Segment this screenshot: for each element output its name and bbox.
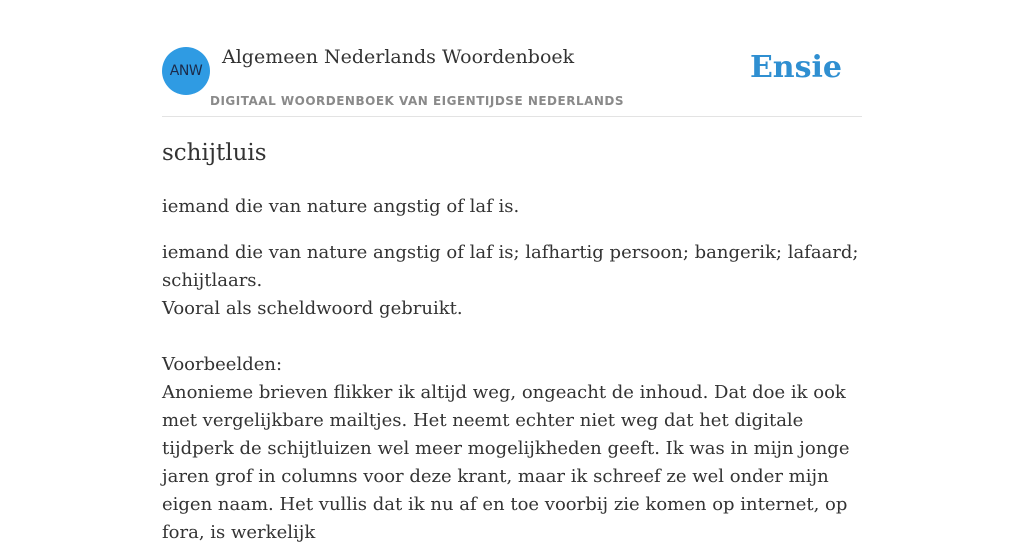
examples-label: Voorbeelden: <box>162 354 283 375</box>
main-container <box>162 0 862 543</box>
full-definition <box>162 239 862 547</box>
short-definition: iemand die van nature angstig of laf is. <box>162 196 520 217</box>
ensie-brand-logo[interactable]: Ensie <box>749 50 842 85</box>
logo-text: ANW <box>169 63 203 79</box>
example-text: Anonieme brieven flikker ik altijd weg, ongeacht de inhoud. Dat doe ik ook met vergelijkbare mailtjes. Het neemt echter niet weg dat het digitale tijdperk de schijtluizen wel meer mogelijkheden geeft. Ik was in mijn jonge jaren grof in columns voor deze krant, maar ik schreef ze wel onder mijn eigen naam. Het vullis dat ik nu af en toe voorbij zie komen op internet, op fora, is werkelijk <box>162 382 850 543</box>
anw-logo[interactable] <box>162 47 210 95</box>
usage-note: Vooral als scheldwoord gebruikt. <box>162 298 463 319</box>
site-title[interactable]: Algemeen Nederlands Woordenboek <box>222 46 575 68</box>
definition-text: iemand die van nature angstig of laf is; lafhartig persoon; bangerik; lafaard; schijtlaars. <box>162 242 859 291</box>
site-header <box>162 0 862 117</box>
headword: schijtluis <box>162 140 267 166</box>
spacer <box>162 323 862 351</box>
site-subtitle: DIGITAAL WOORDENBOEK VAN EIGENTIJDSE NEDERLANDS <box>210 94 625 108</box>
